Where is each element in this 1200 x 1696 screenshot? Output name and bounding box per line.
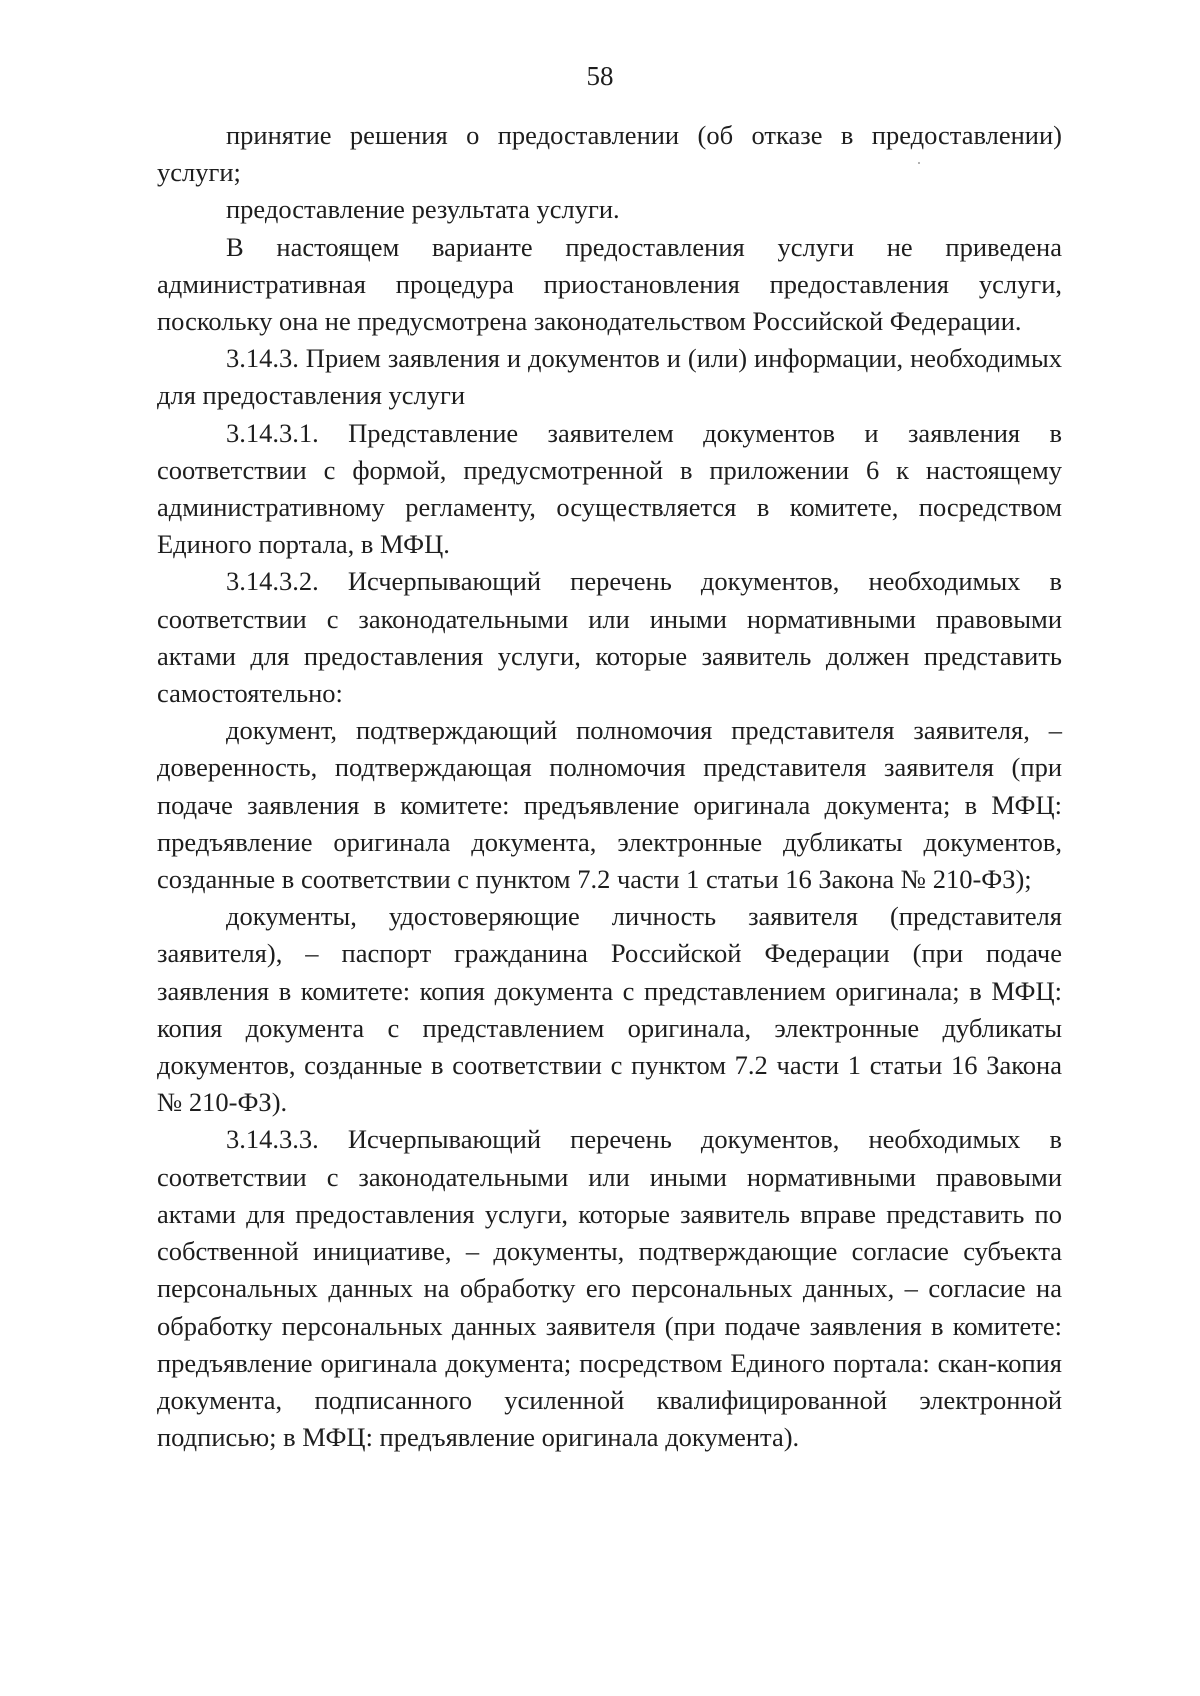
paragraph-identity-documents: документы, удостоверяющие личность заявителя (представителя заявителя), – паспорт гражданина Российской Федерации (при подаче заявления в комитете: копия документа с представлением оригинала; в МФЦ: копия документа с представлением оригинала, электронные дубликаты документов, созданные в соответствии с пунктом 7.2 части 1 статьи 16 Закона № 210-ФЗ). bbox=[157, 901, 1062, 1118]
paragraph-3-14-3-2: 3.14.3.2. Исчерпывающий перечень документов, необходимых в соответствии с законодательными или иными нормативными правовыми актами для предоставления услуги, которые заявитель должен представить самостоятельно: bbox=[157, 566, 1062, 709]
paragraph-result: предоставление результата услуги. bbox=[226, 194, 620, 225]
paragraph-3-14-3-3: 3.14.3.3. Исчерпывающий перечень документов, необходимых в соответствии с законодательными или иными нормативными правовыми актами для предоставления услуги, которые заявитель вправе представить по собственной инициативе, – документы, подтверждающие согласие субъекта персональных данных на обработку его персональных данных, – согласие на обработку персональных данных заявителя (при подаче заявления в комитете: предъявление оригинала документа; посредством Единого портала: скан-копия документа, подписанного усиленной квалифицированной электронной подписью; в МФЦ: предъявление оригинала документа). bbox=[157, 1124, 1062, 1453]
paragraph-decision: принятие решения о предоставлении (об отказе в предоставлении) услуги; bbox=[157, 120, 1062, 188]
document-body bbox=[157, 117, 1062, 1456]
section-heading-3-14-3: 3.14.3. Прием заявления и документов и (или) информации, необходимых для предоставления услуги bbox=[157, 343, 1062, 411]
page-number: 58 bbox=[586, 61, 614, 91]
paragraph-suspension: В настоящем варианте предоставления услуги не приведена административная процедура приостановления предоставления услуги, поскольку она не предусмотрена законодательством Российской Федерации. bbox=[157, 231, 1062, 337]
paragraph-3-14-3-1: 3.14.3.1. Представление заявителем документов и заявления в соответствии с формой, предусмотренной в приложении 6 к настоящему административному регламенту, осуществляется в комитете, посредством Единого портала, в МФЦ. bbox=[157, 417, 1062, 560]
paragraph-power-of-attorney: документ, подтверждающий полномочия представителя заявителя, – доверенность, подтверждающая полномочия представителя заявителя (при подаче заявления в комитете: предъявление оригинала документа; в МФЦ: предъявление оригинала документа, электронные дубликаты документов, созданные в соответствии с пунктом 7.2 части 1 статьи 16 Закона № 210-ФЗ); bbox=[157, 715, 1062, 895]
